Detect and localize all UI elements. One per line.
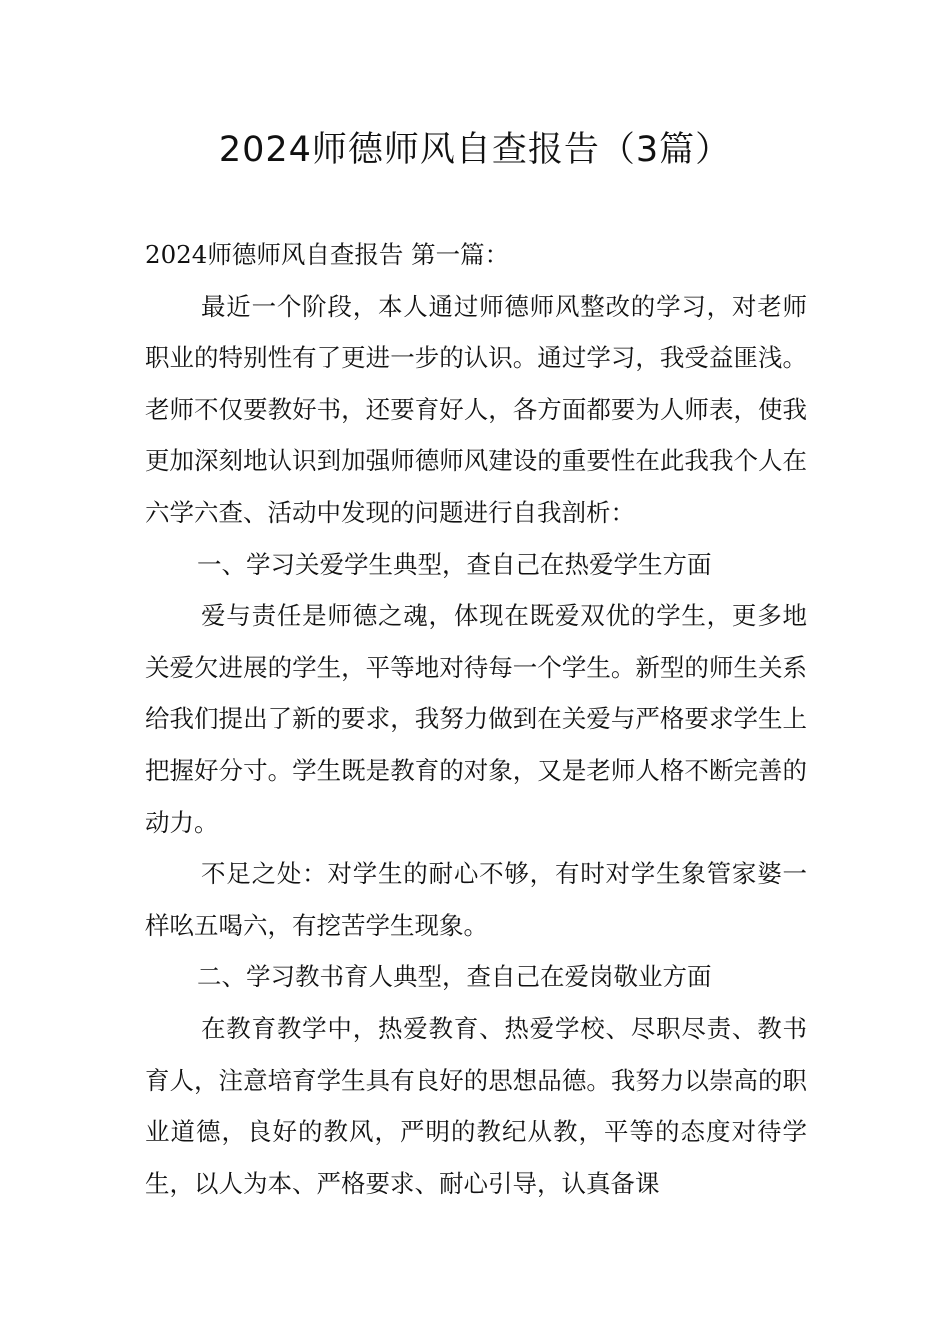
- paragraph-teaching: 在教育教学中，热爱教育、热爱学校、尽职尽责、教书育人，注意培育学生具有良好的思想品德。我努力以崇高的职业道德，良好的教风，严明的教纪从教，平等的态度对待学生，以人为本、严格要求、耐心引导，认真备课: [145, 1013, 807, 1198]
- section-heading-1: 一、学习关爱学生典型，查自己在热爱学生方面: [197, 549, 712, 579]
- section-label: 2024师德师风自查报告 第一篇：: [145, 240, 510, 269]
- paragraph-love-responsibility: 爱与责任是师德之魂，体现在既爱双优的学生，更多地关爱欠进展的学生，平等地对待每一个学生。新型的师生关系给我们提出了新的要求，我努力做到在关爱与严格要求学生上把握好分寸。学生既是教育的对象，又是老师人格不断完善的动力。: [145, 601, 807, 837]
- paragraph-intro: 最近一个阶段，本人通过师德师风整改的学习，对老师职业的特别性有了更进一步的认识。通过学习，我受益匪浅。老师不仅要教好书，还要育好人，各方面都要为人师表，使我更加深刻地认识到加强师德师风建设的重要性在此我我个人在 六学六查、活动中发现的问题进行自我剖析：: [145, 291, 807, 527]
- paragraph-shortcomings: 不足之处：对学生的耐心不够，有时对学生象管家婆一样吆五喝六，有挖苦学生现象。: [145, 859, 807, 940]
- section-heading-2: 二、学习教书育人典型，查自己在爱岗敬业方面: [197, 962, 712, 992]
- document-title: 2024师德师风自查报告（3篇）: [218, 130, 732, 170]
- document-body: [145, 229, 807, 1209]
